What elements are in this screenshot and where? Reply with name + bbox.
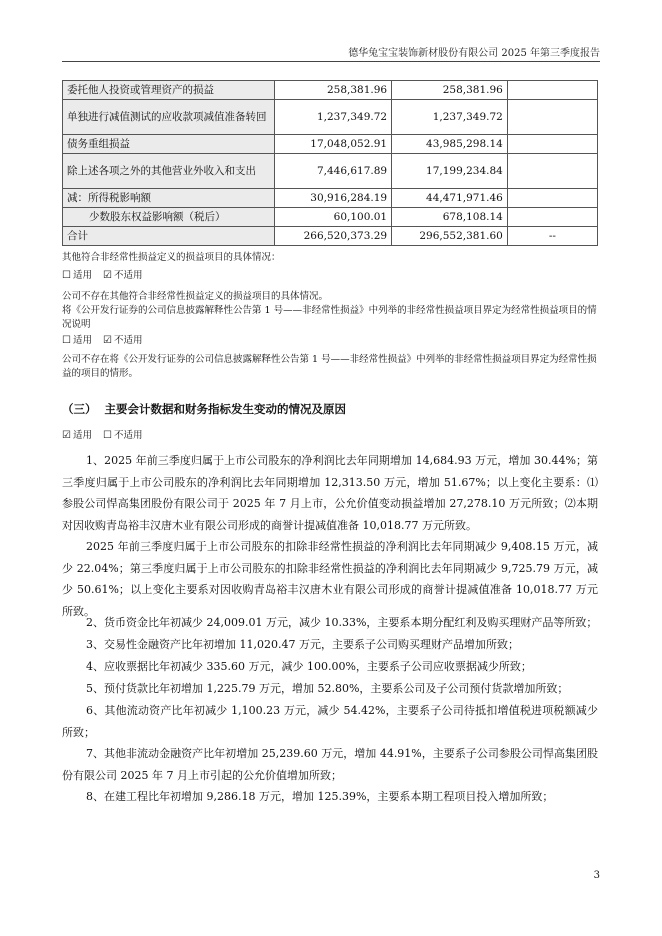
ytd-value: 1,237,349.72 bbox=[392, 100, 508, 135]
checked-checkbox-icon: ☑ bbox=[62, 430, 71, 441]
paragraph-3: 3、交易性金融资产比年初增加 11,020.47 万元，主要系子公司购买理财产品增加所致； bbox=[86, 638, 519, 651]
checkbox-group-2 bbox=[62, 334, 151, 348]
paragraph-1: 1、2025 年前三季度归属于上市公司股东的净利润比去年同期增加 14,684.93 万元，增加 30.44%；第三季度归属于上市公司股东的净利润比去年同期增加 12,313.50 万元，增加 51.67%；以上变化主要系：⑴参股公司悍高集团股份有限公司于 2025 年 7 月上市，公允价值变动损益增加 27,278.10 万元所致；⑵本期对因收购青岛裕丰汉唐木业有限公司形成的商誉计提减值准备 10,018.77 万元所致。 bbox=[62, 454, 598, 532]
applicable-option bbox=[62, 335, 92, 346]
ytd-value: 44,471,971.46 bbox=[392, 189, 508, 208]
checked-checkbox-icon: ☑ bbox=[103, 335, 112, 346]
table-row bbox=[63, 100, 598, 135]
empty-checkbox-icon: ☐ bbox=[103, 430, 112, 441]
current-value: 1,237,349.72 bbox=[274, 100, 391, 135]
table-row bbox=[63, 208, 598, 227]
ytd-value: 258,381.96 bbox=[392, 81, 508, 100]
table-row bbox=[63, 154, 598, 189]
applicable-label: 适用 bbox=[72, 270, 92, 281]
table-row bbox=[63, 189, 598, 208]
row-note bbox=[507, 154, 597, 189]
applicable-option bbox=[62, 430, 92, 441]
not-applicable-option bbox=[103, 430, 142, 441]
current-value: 17,048,052.91 bbox=[274, 135, 391, 154]
table-row bbox=[63, 81, 598, 100]
current-value: 60,100.01 bbox=[274, 208, 391, 227]
non-recurring-pnl-table bbox=[62, 80, 598, 246]
row-label: 减：所得税影响额 bbox=[63, 189, 275, 208]
current-value: 266,520,373.29 bbox=[274, 227, 391, 246]
table-row bbox=[63, 135, 598, 154]
empty-checkbox-icon: ☐ bbox=[62, 335, 71, 346]
ytd-value: 17,199,234.84 bbox=[392, 154, 508, 189]
current-value: 258,381.96 bbox=[274, 81, 391, 100]
section-heading bbox=[62, 401, 354, 417]
paragraph-5: 5、预付货款比年初增加 1,225.79 万元，增加 52.80%，主要系公司及子公司预付货款增加所致； bbox=[86, 682, 569, 695]
row-note bbox=[507, 189, 597, 208]
paragraph-6: 6、其他流动资产比年初减少 1,100.23 万元，减少 54.42%，主要系子公司待抵扣增值税进项税额减少所致； bbox=[62, 704, 598, 739]
paragraph-2: 2、货币资金比年初减少 24,009.01 万元，减少 10.33%，主要系本期分配红利及购买理财产品等所致； bbox=[86, 616, 598, 629]
row-label: 合计 bbox=[63, 227, 275, 246]
row-label: 少数股东权益影响额（税后） bbox=[63, 208, 275, 227]
current-value: 30,916,284.19 bbox=[274, 189, 391, 208]
no-other-items-statement: 公司不存在其他符合非经常性损益定义的损益项目的具体情况。 bbox=[62, 291, 329, 302]
header-divider bbox=[62, 61, 600, 62]
paragraph-8: 8、在建工程比年初增加 9,286.18 万元，增加 125.39%，主要系本期工程项目投入增加所致； bbox=[86, 790, 554, 803]
paragraph-4: 4、应收票据比年初减少 335.60 万元，减少 100.00%，主要系子公司应收票据减少所致； bbox=[86, 660, 532, 673]
not-applicable-label: 不适用 bbox=[113, 270, 143, 281]
reclassification-heading: 将《公开发行证券的公司信息披露解释性公告第 1 号——非经常性损益》中列举的非经常性损益项目界定为经常性损益项目的情况说明 bbox=[62, 305, 597, 330]
not-applicable-label: 不适用 bbox=[113, 430, 143, 441]
report-header-title: 德华兔宝宝装饰新材股份有限公司 2025 年第三季度报告 bbox=[348, 48, 600, 59]
row-label: 单独进行减值测试的应收款项减值准备转回 bbox=[63, 100, 275, 135]
applicable-label: 适用 bbox=[72, 335, 92, 346]
paragraph-7: 7、其他非流动金融资产比年初增加 25,239.60 万元，增加 44.91%，主要系子公司参股公司悍高集团股份有限公司 2025 年 7 月上市引起的公允价值增加所致； bbox=[62, 747, 598, 782]
ytd-value: 296,552,381.60 bbox=[392, 227, 508, 246]
row-note bbox=[507, 135, 597, 154]
not-applicable-label: 不适用 bbox=[113, 335, 143, 346]
checkbox-group-3 bbox=[62, 429, 151, 443]
not-applicable-option bbox=[103, 335, 142, 346]
row-note bbox=[507, 81, 597, 100]
row-label: 委托他人投资或管理资产的损益 bbox=[63, 81, 275, 100]
page-number: 3 bbox=[593, 870, 600, 881]
row-label: 债务重组损益 bbox=[63, 135, 275, 154]
applicable-option bbox=[62, 270, 92, 281]
ytd-value: 43,985,298.14 bbox=[392, 135, 508, 154]
no-reclassification-statement: 公司不存在将《公开发行证券的公司信息披露解释性公告第 1 号——非经常性损益》中列举的非经常性损益项目界定为经常性损益的项目的情形。 bbox=[62, 354, 597, 379]
checked-checkbox-icon: ☑ bbox=[103, 270, 112, 281]
not-applicable-option bbox=[103, 270, 142, 281]
empty-checkbox-icon: ☐ bbox=[62, 270, 71, 281]
checkbox-group-1 bbox=[62, 269, 151, 283]
row-note: -- bbox=[507, 227, 597, 246]
applicable-label: 适用 bbox=[72, 430, 92, 441]
row-note bbox=[507, 100, 597, 135]
section-number: （三） bbox=[62, 402, 97, 416]
paragraph-1b: 2025 年前三季度归属于上市公司股东的扣除非经常性损益的净利润比去年同期减少 9,408.15 万元，减少 22.04%；第三季度归属于上市公司股东的扣除非经常性损益的净利润比去年同期减少 9,725.79 万元，减少 50.61%；以上变化主要系对因收购青岛裕丰汉唐木业有限公司形成的商誉计提减值准备 10,018.77 万元所致。 bbox=[62, 540, 598, 618]
row-label: 除上述各项之外的其他营业外收入和支出 bbox=[63, 154, 275, 189]
ytd-value: 678,108.14 bbox=[392, 208, 508, 227]
other-definition-note: 其他符合非经常性损益定义的损益项目的具体情况： bbox=[62, 252, 281, 263]
table-row-total bbox=[63, 227, 598, 246]
row-note bbox=[507, 208, 597, 227]
section-title: 主要会计数据和财务指标发生变动的情况及原因 bbox=[104, 402, 346, 416]
current-value: 7,446,617.89 bbox=[274, 154, 391, 189]
